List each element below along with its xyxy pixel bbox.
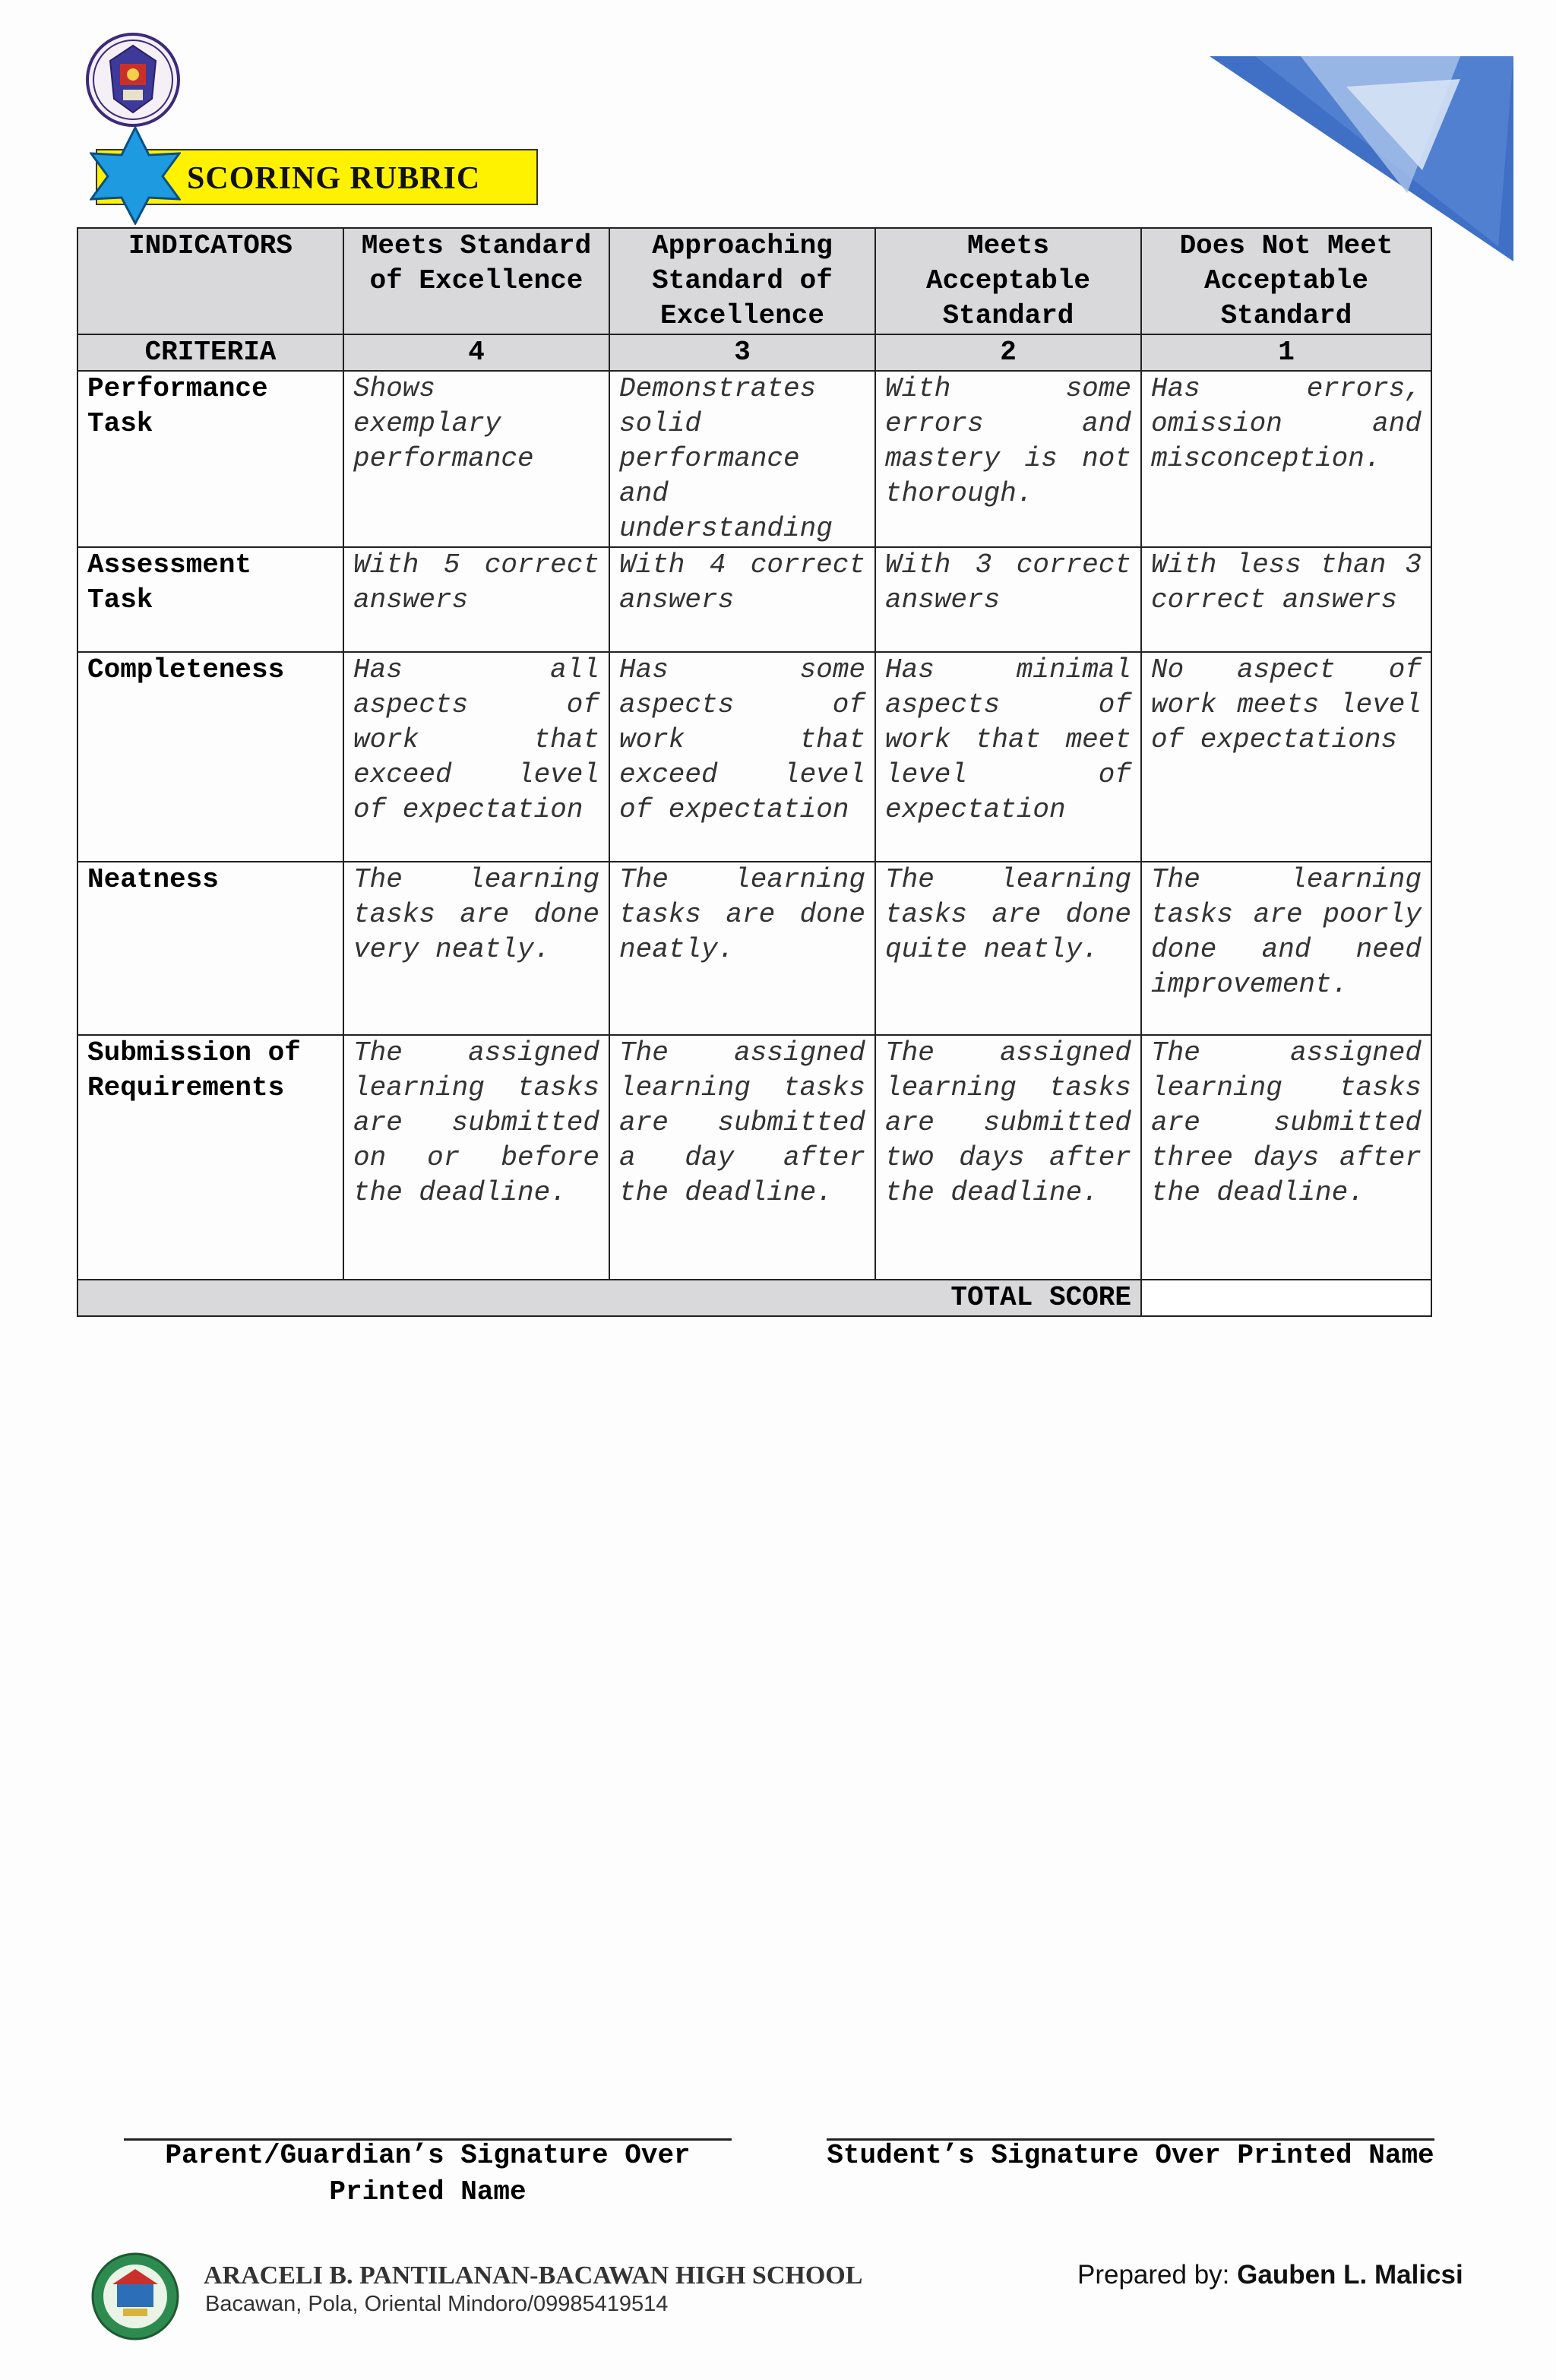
indicator-cell: Assessment Task [77, 547, 343, 652]
descriptor-cell: With 5 correct answers [343, 547, 609, 652]
descriptor-cell: With some errors and mastery is not thorough. [875, 371, 1141, 547]
indicator-cell: Submission of Requirements [77, 1035, 343, 1280]
descriptor-cell: Demonstrates solid performance and understanding [609, 371, 875, 547]
score-header: 3 [609, 334, 875, 371]
descriptor-cell: The learning tasks are done very neatly. [343, 862, 609, 1035]
page-title: SCORING RUBRIC [187, 161, 481, 196]
column-header: Approaching Standard of Excellence [609, 228, 875, 334]
descriptor-cell: Has minimal aspects of work that meet level of expectation [875, 652, 1141, 862]
school-name: ARACELI B. PANTILANAN-BACAWAN HIGH SCHOOL [204, 2261, 863, 2290]
descriptor-cell: The learning tasks are done quite neatly. [875, 862, 1141, 1035]
descriptor-cell: Has some aspects of work that exceed level of expectation [609, 652, 875, 862]
descriptor-cell: Has all aspects of work that exceed level of expectation [343, 652, 609, 862]
descriptor-cell: No aspect of work meets level of expectations [1141, 652, 1431, 862]
student-signature-label: Student’s Signature Over Printed Name [827, 2140, 1434, 2171]
school-address: Bacawan, Pola, Oriental Mindoro/09985419514 [205, 2292, 669, 2316]
rubric-table [77, 227, 1432, 1317]
descriptor-cell: With less than 3 correct answers [1141, 547, 1431, 652]
descriptor-cell: The assigned learning tasks are submitted two days after the deadline. [875, 1035, 1141, 1280]
prepared-by-label: Prepared by: [1077, 2260, 1230, 2290]
descriptor-cell: The learning tasks are done neatly. [609, 862, 875, 1035]
descriptor-cell: With 3 correct answers [875, 547, 1141, 652]
prepared-by [1077, 2260, 1463, 2290]
score-header: 2 [875, 334, 1141, 371]
criteria-row [77, 334, 1431, 371]
school-logo-icon [90, 2251, 181, 2342]
score-header: 4 [343, 334, 609, 371]
prepared-by-name: Gauben L. Malicsi [1237, 2260, 1463, 2290]
descriptor-cell: The assigned learning tasks are submitted on or before the deadline. [343, 1035, 609, 1280]
table-row [77, 371, 1431, 547]
descriptor-cell: The learning tasks are poorly done and need improvement. [1141, 862, 1431, 1035]
parent-signature-label: Parent/Guardian’s Signature Over Printed Name [165, 2140, 691, 2208]
descriptor-cell: The assigned learning tasks are submitted three days after the deadline. [1141, 1035, 1431, 1280]
indicator-cell: Neatness [77, 862, 343, 1035]
column-header: INDICATORS [77, 228, 343, 334]
header-row [77, 228, 1431, 334]
total-score-value[interactable] [1141, 1280, 1431, 1316]
descriptor-cell: The assigned learning tasks are submitted a day after the deadline. [609, 1035, 875, 1280]
indicator-cell: Completeness [77, 652, 343, 862]
deped-seal-icon [84, 30, 182, 129]
table-row [77, 1035, 1431, 1280]
descriptor-cell: With 4 correct answers [609, 547, 875, 652]
descriptor-cell: Has errors, omission and misconception. [1141, 371, 1431, 547]
indicator-cell: Performance Task [77, 371, 343, 547]
column-header: Meets Standard of Excellence [343, 228, 609, 334]
criteria-label: CRITERIA [77, 334, 343, 371]
table-row [77, 652, 1431, 862]
table-row [77, 547, 1431, 652]
column-header: Meets Acceptable Standard [875, 228, 1141, 334]
table-row [77, 862, 1431, 1035]
column-header: Does Not Meet Acceptable Standard [1141, 228, 1431, 334]
descriptor-cell: Shows exemplary performance [343, 371, 609, 547]
total-row [77, 1280, 1431, 1316]
star-icon [90, 126, 181, 225]
total-score-label: TOTAL SCORE [77, 1280, 1141, 1316]
score-header: 1 [1141, 334, 1431, 371]
